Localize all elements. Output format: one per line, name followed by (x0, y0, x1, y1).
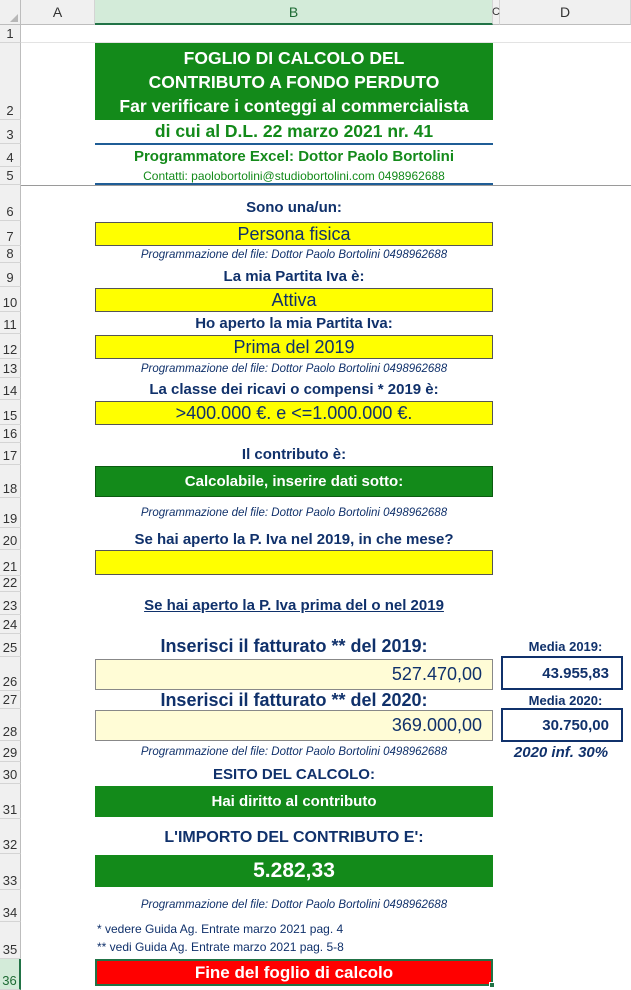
revenue-class-select[interactable]: >400.000 €. e <=1.000.000 €. (95, 401, 493, 425)
row-header[interactable]: 7 (0, 221, 21, 246)
column-header-a[interactable]: A (21, 0, 95, 25)
row-header[interactable]: 23 (0, 592, 21, 615)
amount-value: 5.282,33 (95, 855, 493, 887)
row-header[interactable]: 10 (0, 287, 21, 312)
row-header[interactable]: 3 (0, 120, 21, 144)
question-entity-type: Sono una/un: (246, 198, 342, 216)
row-header[interactable]: 30 (0, 762, 21, 784)
row-header[interactable]: 2 (0, 43, 21, 120)
end-of-sheet-banner[interactable]: Fine del foglio di calcolo (95, 959, 493, 986)
column-header-b[interactable]: B (95, 0, 493, 25)
programmer-note: Programmazione del file: Dottor Paolo Bortolini 0498962688 (140, 745, 448, 758)
row-header[interactable]: 13 (0, 359, 21, 378)
row-header[interactable]: 21 (0, 550, 21, 576)
media-2019-value: 43.955,83 (501, 656, 623, 690)
question-vat-opened: Ho aperto la mia Partita Iva: (195, 315, 393, 332)
row-header[interactable]: 22 (0, 576, 21, 592)
question-vat-status: La mia Partita Iva è: (223, 267, 365, 285)
footnote-2: ** vedi Guida Ag. Entrate marzo 2021 pag. 5-8 (97, 940, 344, 954)
row-header[interactable]: 14 (0, 378, 21, 400)
vat-status-select[interactable]: Attiva (95, 288, 493, 312)
row-header[interactable]: 25 (0, 634, 21, 657)
media-2019-label: Media 2019: (528, 638, 603, 654)
row-header[interactable]: 35 (0, 922, 21, 959)
result-value: Hai diritto al contributo (95, 786, 493, 817)
row-header[interactable]: 15 (0, 400, 21, 425)
question-revenue-class: La classe dei ricavi o compensi * 2019 è: (149, 381, 439, 398)
result-title: ESITO DEL CALCOLO: (213, 765, 375, 783)
revenue-2019-input[interactable]: 527.470,00 (95, 659, 493, 690)
row-header[interactable]: 12 (0, 334, 21, 359)
header-divider (21, 185, 631, 186)
row-header[interactable]: 19 (0, 498, 21, 528)
row-header-selected[interactable]: 36 (0, 959, 21, 990)
row-header[interactable]: 32 (0, 819, 21, 854)
row-header[interactable]: 33 (0, 854, 21, 890)
column-header-c[interactable]: C (493, 0, 500, 25)
row-header[interactable]: 4 (0, 144, 21, 167)
fill-handle[interactable] (489, 982, 495, 988)
row-header[interactable]: 28 (0, 709, 21, 741)
row-header[interactable]: 31 (0, 784, 21, 819)
row-header[interactable]: 9 (0, 263, 21, 287)
inferiority-note: 2020 inf. 30% (513, 744, 609, 761)
row-header[interactable]: 8 (0, 246, 21, 263)
row-header[interactable]: 6 (0, 185, 21, 221)
programmer-note: Programmazione del file: Dottor Paolo Bortolini 0498962688 (140, 362, 448, 375)
title-block (95, 43, 493, 120)
row-header[interactable]: 29 (0, 741, 21, 762)
media-2020-label: Media 2020: (528, 692, 603, 708)
title-line-1: FOGLIO DI CALCOLO DEL (183, 48, 405, 68)
row-header[interactable]: 34 (0, 890, 21, 922)
decree-reference: di cui al D.L. 22 marzo 2021 nr. 41 (154, 121, 434, 141)
media-2020-value: 30.750,00 (501, 708, 623, 742)
row-header[interactable]: 5 (0, 167, 21, 185)
programmer-credit: Programmatore Excel: Dottor Paolo Bortolini (133, 147, 455, 165)
amount-title: L'IMPORTO DEL CONTRIBUTO E': (164, 829, 424, 846)
programmer-note: Programmazione del file: Dottor Paolo Bortolini 0498962688 (140, 898, 448, 911)
question-month-2019: Se hai aperto la P. Iva nel 2019, in che mese? (134, 531, 454, 548)
question-contribution: Il contributo è: (241, 446, 347, 463)
row-header[interactable]: 17 (0, 443, 21, 465)
row-header[interactable]: 18 (0, 465, 21, 498)
title-line-2: CONTRIBUTO A FONDO PERDUTO (148, 72, 440, 92)
row-header[interactable]: 16 (0, 425, 21, 443)
programmer-note: Programmazione del file: Dottor Paolo Bortolini 0498962688 (140, 506, 448, 519)
vat-opened-select[interactable]: Prima del 2019 (95, 335, 493, 359)
revenue-2020-input[interactable]: 369.000,00 (95, 710, 493, 741)
row-header[interactable]: 24 (0, 615, 21, 634)
programmer-note: Programmazione del file: Dottor Paolo Bortolini 0498962688 (140, 249, 448, 261)
row-header[interactable]: 1 (0, 25, 21, 43)
title-line-3: Far verificare i conteggi al commercialista (119, 96, 469, 116)
contacts-line: Contatti: paolobortolini@studiobortolini.com 0498962688 (143, 168, 445, 183)
row-header[interactable]: 27 (0, 691, 21, 709)
column-header-d[interactable]: D (500, 0, 631, 25)
select-all-corner[interactable] (0, 0, 21, 25)
entity-type-select[interactable]: Persona fisica (95, 222, 493, 246)
label-revenue-2020: Inserisci il fatturato ** del 2020: (160, 689, 428, 710)
footnote-1: * vedere Guida Ag. Entrate marzo 2021 pag. 4 (97, 922, 344, 936)
row-header[interactable]: 26 (0, 657, 21, 691)
contribution-status: Calcolabile, inserire dati sotto: (95, 466, 493, 497)
row-header[interactable]: 20 (0, 528, 21, 550)
section-before-2019-heading: Se hai aperto la P. Iva prima del o nel 2019 (144, 596, 444, 614)
month-2019-select[interactable] (95, 550, 493, 575)
label-revenue-2019: Inserisci il fatturato ** del 2019: (160, 635, 428, 656)
row-header[interactable]: 11 (0, 312, 21, 334)
